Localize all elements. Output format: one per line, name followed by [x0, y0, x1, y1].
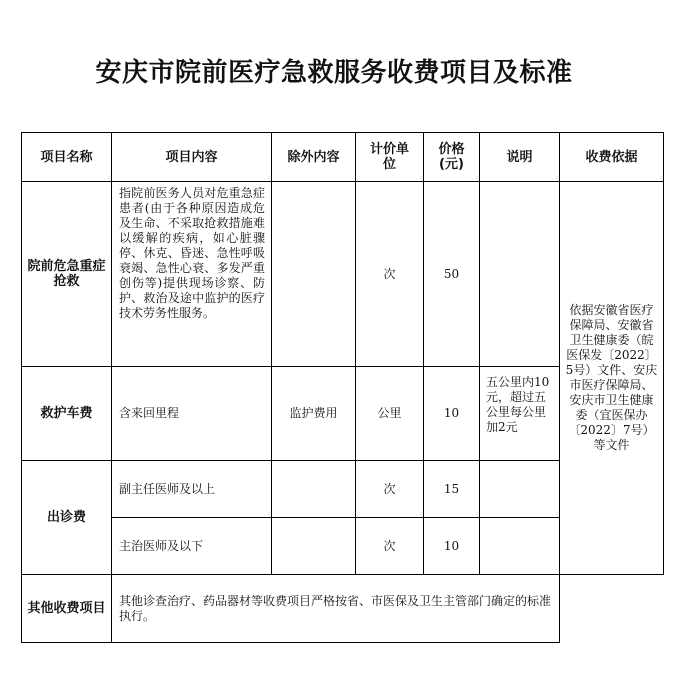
- row-name: 出诊费: [22, 461, 112, 575]
- row-name: 院前危急重症抢救: [22, 182, 112, 367]
- row-note: 五公里内10元，超过五公里每公里加2元: [480, 367, 560, 461]
- row-price: 15: [424, 461, 480, 518]
- fee-basis: 依据安徽省医疗保障局、安徽省卫生健康委（皖医保发〔2022〕5号）文件、安庆市医疗保障局、安庆市卫生健康委（宜医保办〔2022〕7号）等文件: [560, 182, 664, 575]
- fee-table: [21, 132, 664, 643]
- header-unit: [356, 133, 424, 182]
- row-price: 10: [424, 518, 480, 575]
- header-row: [22, 133, 664, 182]
- row-note: [480, 518, 560, 575]
- header-note: 说明: [480, 133, 560, 182]
- row-unit: 公里: [356, 367, 424, 461]
- header-price-text: 价格(元): [438, 142, 465, 172]
- row-excluded: [272, 518, 356, 575]
- row-content: 指院前医务人员对危重急症患者(由于各种原因造成危及生命、不采取抢救措施难以缓解的疾病，如心脏骤停、休克、昏迷、急性呼吸衰竭、急性心衰、多发严重创伤等)提供现场诊察、防护、救治及途中监护的医疗技术劳务性服务。: [112, 182, 272, 367]
- header-item-content: 项目内容: [112, 133, 272, 182]
- row-unit: 次: [356, 518, 424, 575]
- row-excluded: [272, 182, 356, 367]
- header-price: [424, 133, 480, 182]
- table-row: [22, 182, 664, 367]
- row-note: [480, 461, 560, 518]
- row-price: 50: [424, 182, 480, 367]
- header-item-name: 项目名称: [22, 133, 112, 182]
- row-content: 含来回里程: [112, 367, 272, 461]
- row-name: 其他收费项目: [22, 575, 112, 643]
- row-excluded: 监护费用: [272, 367, 356, 461]
- row-content: 主治医师及以下: [112, 518, 272, 575]
- row-unit: 次: [356, 182, 424, 367]
- row-content: 副主任医师及以上: [112, 461, 272, 518]
- table-row: [22, 575, 664, 643]
- row-price: 10: [424, 367, 480, 461]
- header-excluded: 除外内容: [272, 133, 356, 182]
- row-name: 救护车费: [22, 367, 112, 461]
- header-unit-text: 计价单位: [369, 142, 409, 172]
- row-content: 其他诊查治疗、药品器材等收费项目严格按省、市医保及卫生主管部门确定的标准执行。: [112, 575, 560, 643]
- row-excluded: [272, 461, 356, 518]
- page-title: 安庆市院前医疗急救服务收费项目及标准: [95, 58, 573, 88]
- header-basis: 收费依据: [560, 133, 664, 182]
- row-note: [480, 182, 560, 367]
- row-unit: 次: [356, 461, 424, 518]
